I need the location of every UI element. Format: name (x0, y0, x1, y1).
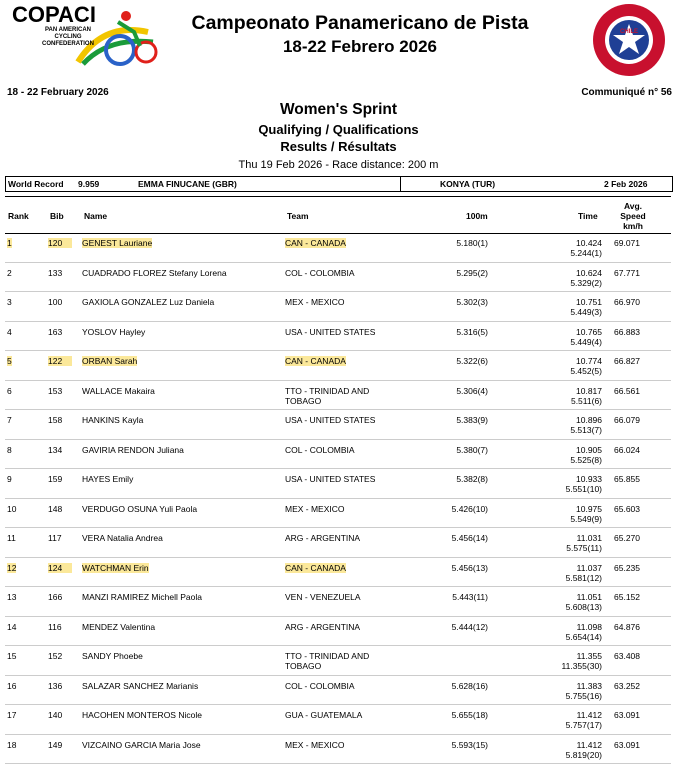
rank-cell: 15 (7, 651, 17, 661)
lap-cell: 5.449(3) (570, 307, 602, 317)
row-divider (5, 675, 671, 676)
name-cell: SALAZAR SANCHEZ Marianis (82, 680, 199, 691)
split-100m-cell: 5.383(9) (456, 415, 488, 425)
lap-cell: 5.549(9) (570, 513, 602, 524)
team-cell: COL - COLOMBIA (285, 267, 355, 278)
team-cell: COL - COLOMBIA (285, 444, 355, 455)
event-phase: Qualifying / Qualifications (258, 122, 419, 137)
name-cell: WATCHMAN Erin (82, 562, 149, 573)
bib-cell: 163 (48, 326, 63, 337)
bib-cell: 134 (48, 444, 63, 455)
speed-cell: 65.603 (614, 503, 640, 514)
lap-cell: 5.329(2) (570, 277, 602, 288)
rank-cell: 4 (7, 326, 12, 337)
team-cell-line2: TOBAGO (285, 661, 322, 671)
time-cell: 10.817 (576, 385, 602, 396)
time-cell: 10.933 (576, 474, 602, 484)
time-cell: 10.424 (576, 238, 602, 248)
speed-cell: 65.235 (614, 562, 640, 573)
wr-date: 2 Feb 2026 (604, 179, 648, 189)
row-divider (5, 262, 671, 263)
bib-cell: 133 (48, 267, 63, 278)
team-cell: CAN - CANADA (285, 356, 346, 366)
split-100m-cell: 5.655(18) (451, 710, 488, 720)
row-divider (5, 321, 671, 322)
split-100m-cell: 5.444(12) (451, 621, 488, 632)
col-rank: Rank (8, 211, 29, 221)
speed-cell: 66.883 (614, 326, 640, 337)
rank-cell: 11 (7, 533, 16, 543)
name-cell: HACOHEN MONTEROS Nicole (82, 710, 202, 720)
rank-cell: 3 (7, 297, 12, 307)
team-cell: GUA - GUATEMALA (285, 710, 363, 720)
lap-cell: 5.575(11) (566, 543, 602, 553)
speed-cell: 69.071 (614, 238, 640, 248)
rank-cell: 10 (7, 503, 17, 514)
bib-cell: 153 (48, 385, 63, 396)
rank-cell: 13 (7, 592, 17, 602)
split-100m-cell: 5.380(7) (456, 444, 488, 455)
time-cell: 11.412 (576, 739, 602, 750)
team-cell: CAN - CANADA (285, 238, 346, 248)
speed-cell: 63.091 (614, 710, 640, 720)
event-name: Women's Sprint (279, 101, 398, 118)
team-cell-line2: TOBAGO (285, 395, 322, 406)
col-time: Time (578, 211, 598, 221)
rank-cell: 12 (7, 562, 17, 573)
row-divider (5, 291, 671, 292)
lap-cell: 5.513(7) (570, 425, 602, 435)
split-100m-cell: 5.456(14) (451, 533, 488, 543)
name-cell: GAVIRIA RENDON Juliana (82, 444, 184, 455)
rank-cell: 14 (7, 621, 17, 632)
bib-cell: 122 (48, 356, 72, 366)
row-divider (5, 527, 671, 528)
row-divider (5, 557, 671, 558)
speed-cell: 63.408 (614, 651, 640, 661)
bib-cell: 149 (48, 739, 63, 750)
speed-cell: 66.079 (614, 415, 640, 425)
name-cell: MANZI RAMIREZ Michell Paola (82, 592, 202, 602)
row-divider (5, 734, 671, 735)
speed-cell: 64.876 (614, 621, 640, 632)
split-100m-cell: 5.316(5) (456, 326, 488, 337)
time-cell: 11.383 (576, 680, 602, 691)
championship-title: Campeonato Panamericano de Pista (191, 12, 529, 34)
rank-cell: 1 (7, 238, 12, 248)
name-cell: GENEST Lauriane (82, 238, 153, 248)
split-100m-cell: 5.628(16) (451, 680, 488, 691)
federation-seal (592, 3, 666, 77)
bib-cell: 158 (48, 415, 63, 425)
logo-text: COPACI (12, 2, 96, 27)
speed-cell: 66.024 (614, 444, 640, 455)
col-team: Team (287, 211, 309, 221)
row-divider (5, 498, 671, 499)
rank-cell: 17 (7, 710, 17, 720)
name-cell: ORBAN Sarah (82, 356, 138, 366)
logo-subtitle: PAN AMERICAN CYCLING CONFEDERATION (42, 27, 94, 47)
rank-cell: 7 (7, 415, 12, 425)
team-cell: TTO - TRINIDAD AND (285, 385, 370, 396)
team-cell: USA - UNITED STATES (285, 415, 376, 425)
speed-cell: 63.091 (614, 739, 640, 750)
lap-cell: 5.244(1) (570, 248, 602, 258)
team-cell: USA - UNITED STATES (285, 326, 376, 337)
lap-cell: 5.581(12) (565, 572, 602, 583)
row-divider (5, 763, 671, 764)
rank-cell: 16 (7, 680, 17, 691)
row-divider (5, 380, 671, 381)
time-cell: 10.905 (576, 444, 602, 455)
team-cell: VEN - VENEZUELA (285, 592, 361, 602)
speed-cell: 66.827 (614, 356, 640, 366)
speed-cell: 65.270 (614, 533, 640, 543)
bib-cell: 152 (48, 651, 63, 661)
split-100m-cell: 5.382(8) (456, 474, 488, 484)
row-divider (5, 409, 671, 410)
team-cell: COL - COLOMBIA (285, 680, 355, 691)
rank-cell: 2 (7, 267, 12, 278)
lap-cell: 5.819(20) (565, 749, 602, 760)
lap-cell: 11.355(30) (561, 661, 602, 671)
speed-cell: 66.561 (614, 385, 640, 396)
row-divider (5, 616, 671, 617)
split-100m-cell: 5.456(13) (451, 562, 488, 573)
time-cell: 11.051 (576, 592, 602, 602)
row-divider (5, 704, 671, 705)
name-cell: HAYES Emily (82, 474, 134, 484)
speed-cell: 63.252 (614, 680, 640, 691)
lap-cell: 5.755(16) (565, 690, 602, 701)
rank-cell: 18 (7, 739, 17, 750)
speed-cell: 66.970 (614, 297, 640, 307)
team-cell: MEX - MEXICO (285, 297, 345, 307)
name-cell: VERDUGO OSUNA Yuli Paola (82, 503, 198, 514)
rank-cell: 9 (7, 474, 12, 484)
wr-venue: KONYA (TUR) (440, 179, 496, 189)
event-results-heading: Results / Résultats (280, 139, 397, 154)
name-cell: VIZCAINO GARCIA Maria Jose (82, 739, 201, 750)
speed-cell: 65.855 (614, 474, 640, 484)
col-bib: Bib (50, 211, 64, 221)
bib-cell: 136 (48, 680, 63, 691)
split-100m-cell: 5.443(11) (452, 592, 488, 602)
name-cell: WALLACE Makaira (82, 385, 155, 396)
lap-cell: 5.608(13) (565, 602, 602, 612)
bib-cell: 117 (48, 533, 62, 543)
meta-dates: 18 - 22 February 2026 (7, 87, 109, 98)
name-cell: MENDEZ Valentina (82, 621, 156, 632)
speed-cell: 67.771 (614, 267, 640, 278)
lap-cell: 5.452(5) (570, 366, 602, 376)
bib-cell: 148 (48, 503, 63, 514)
time-cell: 11.412 (576, 710, 602, 720)
rank-cell: 5 (7, 356, 12, 366)
lap-cell: 5.449(4) (570, 336, 602, 347)
split-100m-cell: 5.593(15) (451, 739, 488, 750)
team-cell: ARG - ARGENTINA (285, 533, 361, 543)
lap-cell: 5.757(17) (565, 720, 602, 730)
svg-text:CHILE: CHILE (620, 29, 638, 35)
row-divider (5, 439, 671, 440)
time-cell: 10.624 (576, 267, 602, 278)
bib-cell: 166 (48, 592, 63, 602)
split-100m-cell: 5.322(6) (456, 356, 488, 366)
name-cell: SANDY Phoebe (82, 651, 143, 661)
header-bottom-rule (5, 233, 671, 234)
row-divider (5, 350, 671, 351)
wr-divider (400, 177, 401, 191)
split-100m-cell: 5.306(4) (456, 385, 488, 396)
row-divider (5, 468, 671, 469)
split-100m-cell: 5.302(3) (456, 297, 488, 307)
lap-cell: 5.654(14) (565, 631, 602, 642)
name-cell: HANKINS Kayla (82, 415, 144, 425)
name-cell: GAXIOLA GONZALEZ Luz Daniela (82, 297, 215, 307)
team-cell: TTO - TRINIDAD AND (285, 651, 370, 661)
championship-dates: 18-22 Febrero 2026 (282, 37, 438, 56)
lap-cell: 5.511(6) (570, 395, 602, 406)
communique-number: Communiqué n° 56 (581, 87, 672, 98)
team-cell: ARG - ARGENTINA (285, 621, 361, 632)
bib-cell: 116 (48, 621, 62, 632)
time-cell: 10.765 (576, 326, 602, 337)
split-100m-cell: 5.180(1) (456, 238, 488, 248)
time-cell: 10.751 (576, 297, 602, 307)
world-record-box (5, 176, 673, 192)
name-cell: VERA Natalia Andrea (82, 533, 163, 543)
rank-cell: 6 (7, 385, 12, 396)
lap-cell: 5.551(10) (565, 484, 602, 494)
team-cell: USA - UNITED STATES (285, 474, 376, 484)
col-100m: 100m (466, 211, 488, 221)
time-cell: 11.355 (576, 651, 602, 661)
time-cell: 10.774 (576, 356, 602, 366)
time-cell: 11.037 (576, 562, 602, 573)
team-cell: MEX - MEXICO (285, 739, 345, 750)
split-100m-cell: 5.295(2) (456, 267, 488, 278)
team-cell: MEX - MEXICO (285, 503, 345, 514)
event-date-distance: Thu 19 Feb 2026 - Race distance: 200 m (238, 159, 439, 171)
wr-holder: EMMA FINUCANE (GBR) (138, 179, 237, 189)
time-cell: 10.975 (576, 503, 602, 514)
bib-cell: 120 (48, 238, 72, 248)
col-speed: Avg. Speed km/h (620, 201, 646, 231)
seal-icon (592, 3, 666, 77)
wr-time: 9.959 (78, 179, 100, 189)
name-cell: CUADRADO FLOREZ Stefany Lorena (82, 267, 227, 278)
col-name: Name (84, 211, 108, 221)
row-divider (5, 645, 671, 646)
header-top-rule (5, 196, 671, 197)
lap-cell: 5.525(8) (570, 454, 602, 465)
bib-cell: 100 (48, 297, 63, 307)
row-divider (5, 586, 671, 587)
bib-cell: 159 (48, 474, 63, 484)
time-cell: 11.098 (576, 621, 602, 632)
wr-label: World Record (8, 179, 64, 189)
rank-cell: 8 (7, 444, 12, 455)
name-cell: YOSLOV Hayley (82, 326, 146, 337)
speed-cell: 65.152 (614, 592, 640, 602)
split-100m-cell: 5.426(10) (451, 503, 488, 514)
time-cell: 10.896 (576, 415, 602, 425)
bib-cell: 140 (48, 710, 63, 720)
time-cell: 11.031 (576, 533, 602, 543)
team-cell: CAN - CANADA (285, 562, 346, 573)
bib-cell: 124 (48, 563, 72, 573)
